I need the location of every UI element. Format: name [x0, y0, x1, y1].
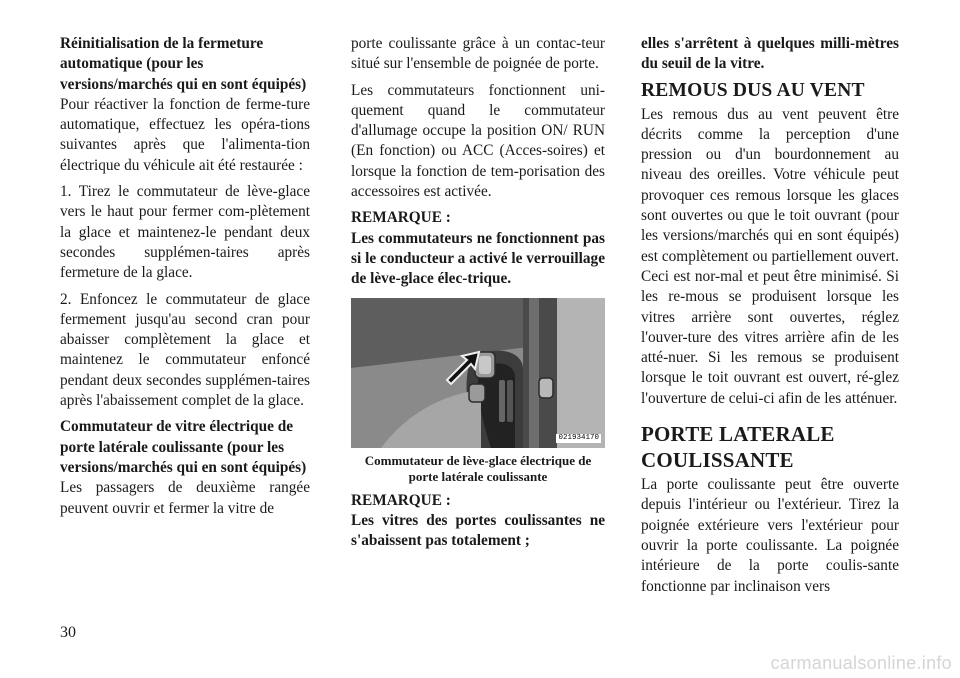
remark-text-2: Les vitres des portes coulissantes ne s'abaissent pas totalement ;	[351, 511, 605, 550]
paragraph-wind-buffeting: Les remous dus au vent peuvent être décrits comme la perception d'une pression ou d'un bourdonnement au niveau des oreilles. Votre véhicule peut provoquer ces remous lorsque les glaces sont ouvertes ou que le toit ouvrant (pour les versions/marchés qui en sont équipés) est complètement ou partiellement ouvert. Ceci est nor-mal et peut être minimisé. Si les re-mous se produisent lorsque les vitres arrière sont ouvertes, réglez l'ouver-ture des vitres arrière afin de les atté-nuer. Si les remous se produisent lorsque le toit ouvrant est ouvert, ré-glez l'ouverture de celui-ci afin de les atténuer.	[641, 105, 899, 407]
column-left	[60, 34, 310, 519]
remark-text-1: Les commutateurs ne fonctionnent pas si le conducteur a activé le verrouillage de lève-glace élec-trique.	[351, 229, 605, 288]
remark-text-2-continued: elles s'arrêtent à quelques milli-mètres du seuil de la vitre.	[641, 35, 899, 73]
remark-label-2: REMARQUE :	[351, 491, 451, 509]
figure-code: 021934170	[558, 433, 599, 442]
section-heading-wind-buffeting: REMOUS DUS AU VENT	[641, 79, 865, 101]
paragraph-second-row: Les passagers de deuxième rangée peuvent ouvrir et fermer la vitre de	[60, 479, 310, 517]
paragraph-sliding-door: La porte coulissante peut être ouverte depuis l'intérieur ou l'extérieur. Tirez la poignée extérieure vers l'extérieur pour ouvrir la porte coulissante. La poignée intérieure de la porte coulis-sante fonctionne par inclinaison vers	[641, 476, 899, 595]
section-heading-sliding-door-switch: Commutateur de vitre électrique de porte latérale coulissante (pour les versions/marchés qui en sont équipés)	[60, 418, 307, 476]
paragraph-reset-intro: Pour réactiver la fonction de ferme-ture automatique, effectuez les opéra-tions suivantes après que l'alimenta-tion électrique du véhicule ait été restaurée :	[60, 95, 310, 174]
figure-caption: Commutateur de lève-glace électrique de porte latérale coulissante	[364, 452, 592, 484]
page-number: 30	[60, 624, 76, 641]
watermark: carmanualsonline.info	[770, 653, 952, 673]
column-right	[641, 34, 899, 597]
door-switch-photo	[351, 298, 605, 448]
section-heading-reset: Réinitialisation de la fermeture automatique (pour les versions/marchés qui en sont équipés)	[60, 35, 307, 93]
column-middle	[351, 34, 605, 551]
section-heading-sliding-door: PORTE LATERALE COULISSANTE	[641, 422, 835, 473]
remark-label-1: REMARQUE :	[351, 209, 451, 227]
paragraph-ignition: Les commutateurs fonctionnent uni-quement quand le commutateur d'allumage occupe la position ON/ RUN (En fonction) ou ACC (Acces-soires) et lorsque la fonction de tem-porisation des accessoires est activée.	[351, 81, 605, 201]
door-switch-illustration	[351, 298, 605, 448]
step-1: 1. Tirez le commutateur de lève-glace vers le haut pour fermer com-plètement la glace et maintenez-le pendant deux secondes supplémen-taires après fermeture de la glace.	[60, 183, 310, 282]
paragraph-door-switch: porte coulissante grâce à un contac-teur situé sur l'ensemble de poignée de porte.	[351, 35, 605, 73]
step-2: 2. Enfoncez le commutateur de glace fermement jusqu'au second cran pour abaisser complètement la glace et maintenez le commutateur enfoncé pendant deux secondes supplémen-taires après l'abaissement complet de la glace.	[60, 290, 310, 410]
